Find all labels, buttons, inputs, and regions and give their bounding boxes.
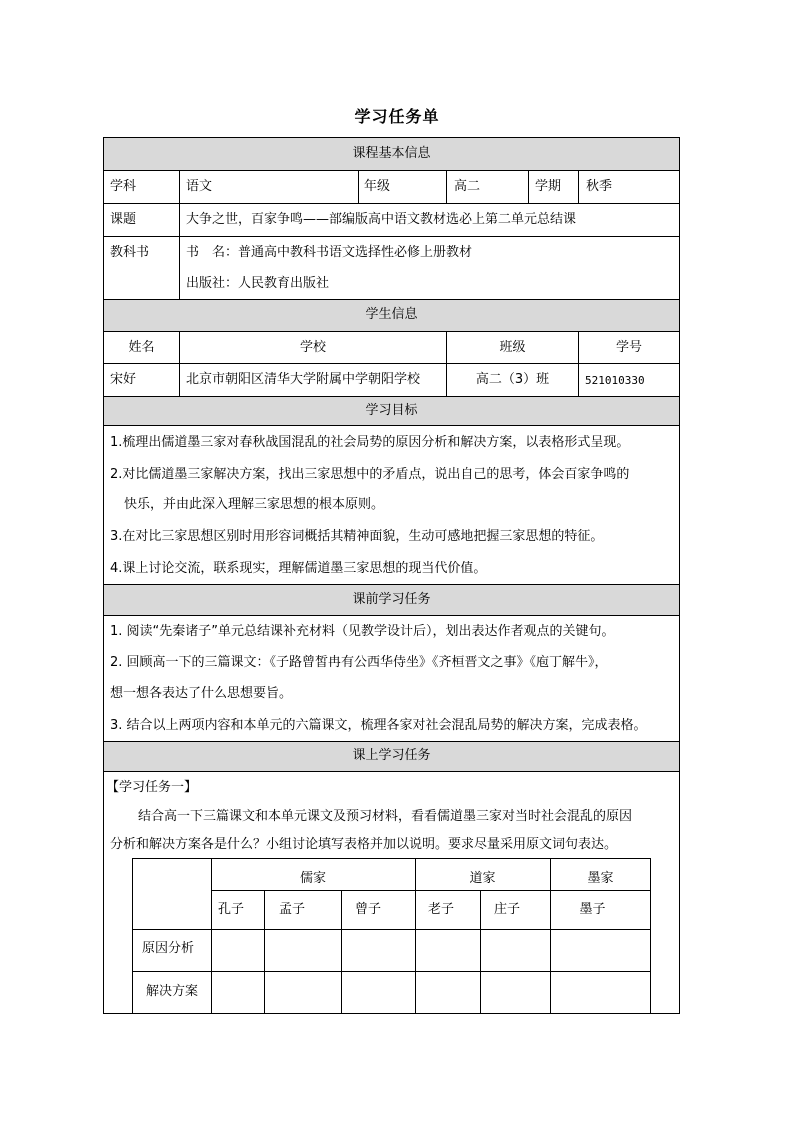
student-header-id: 学号 (615, 340, 642, 355)
pre-task-item: 1. 阅读“先秦诸子”单元总结课补充材料（见教学设计后），划出表达作者观点的关键句。 (110, 624, 615, 639)
rule (179, 170, 180, 299)
row-label-solution: 解决方案 (146, 984, 199, 999)
goal-item-continued: 快乐，并由此深入理解三家思想的根本原则。 (124, 497, 385, 512)
section-title-goals: 学习目标 (365, 403, 418, 418)
student-class: 高二（3）班 (475, 372, 550, 387)
task1-instruction: 分析和解决方案各是什么？小组讨论填写表格并加以说明。要求尽量采用原文词句表达。 (110, 837, 618, 852)
term-label: 学期 (535, 179, 562, 194)
thinker-header: 老子 (428, 902, 455, 917)
rule (341, 890, 342, 1014)
pre-task-item-continued: 想一想各表达了什么思想要旨。 (110, 686, 293, 701)
rule (358, 170, 359, 203)
topic-value: 大争之世，百家争鸣——部编版高中语文教材选必上第二单元总结课 (186, 212, 577, 227)
section-title-pre-tasks: 课前学习任务 (352, 592, 431, 607)
textbook-label: 教科书 (110, 245, 150, 260)
page-title: 学习任务单 (354, 107, 440, 126)
goal-item: 4.课上讨论交流，联系现实，理解儒道墨三家思想的现当代价值。 (110, 561, 487, 576)
rule (103, 771, 680, 772)
thinker-header: 孟子 (279, 902, 306, 917)
student-name: 宋好 (110, 372, 137, 387)
school-header-daoist: 道家 (469, 871, 496, 886)
rule (103, 615, 680, 616)
goal-item: 2.对比儒道墨三家解决方案，找出三家思想中的矛盾点，说出自己的思考，体会百家争鸣的 (110, 467, 630, 482)
rule (480, 890, 481, 1014)
section-title-course-info: 课程基本信息 (352, 146, 431, 161)
rule (132, 971, 651, 972)
pre-task-item: 3. 结合以上两项内容和本单元的六篇课文，梳理各家对社会混乱局势的解决方案，完成表格。 (110, 718, 647, 733)
task1-heading: 【学习任务一】 (106, 780, 198, 795)
rule (264, 890, 265, 1014)
student-header-school: 学校 (299, 340, 326, 355)
term-value: 秋季 (586, 179, 613, 194)
rule (132, 929, 651, 930)
school-header-mohist: 墨家 (587, 871, 614, 886)
row-label-cause-analysis: 原因分析 (142, 941, 195, 956)
goal-item: 1.梳理出儒道墨三家对春秋战国混乱的社会局势的原因分析和解决方案，以表格形式呈现。 (110, 435, 630, 450)
rule (103, 299, 680, 300)
thinker-header: 墨子 (579, 902, 606, 917)
rule (211, 890, 651, 891)
thinker-header: 庄子 (494, 902, 521, 917)
textbook-publisher: 出版社：人民教育出版社 (186, 276, 330, 291)
rule (103, 363, 680, 364)
rule (528, 170, 529, 203)
pre-task-item: 2. 回顾高一下的三篇课文：《子路曾皙冉有公西华侍坐》《齐桓晋文之事》《庖丁解牛》， (110, 655, 608, 670)
task1-instruction: 结合高一下三篇课文和本单元课文及预习材料，看看儒道墨三家对当时社会混乱的原因 (138, 809, 633, 824)
rule (103, 331, 680, 332)
student-header-name: 姓名 (128, 340, 155, 355)
rule (103, 425, 680, 426)
rule (578, 170, 579, 203)
topic-label: 课题 (110, 212, 137, 227)
grade-value: 高二 (454, 179, 481, 194)
rule (103, 236, 680, 237)
textbook-name: 书 名：普通高中教科书语文选择性必修上册教材 (186, 245, 473, 260)
section-title-student-info: 学生信息 (365, 307, 418, 322)
rule (103, 396, 680, 397)
section-title-in-class-tasks: 课上学习任务 (352, 748, 431, 763)
grade-label: 年级 (364, 179, 391, 194)
goal-item: 3.在对比三家思想区别时用形容词概括其精神面貌，生动可感地把握三家思想的特征。 (110, 529, 604, 544)
rule (446, 170, 447, 203)
subject-value: 语文 (186, 179, 213, 194)
student-school: 北京市朝阳区清华大学附属中学朝阳学校 (186, 372, 421, 387)
rule (103, 741, 680, 742)
student-header-class: 班级 (499, 340, 526, 355)
thinker-header: 孔子 (218, 902, 245, 917)
subject-label: 学科 (110, 179, 137, 194)
school-header-confucian: 儒家 (299, 871, 326, 886)
thinker-header: 曾子 (355, 902, 382, 917)
student-id: 521010330 (585, 374, 645, 387)
rule (103, 203, 680, 204)
rule (103, 584, 680, 585)
rule (103, 170, 680, 171)
